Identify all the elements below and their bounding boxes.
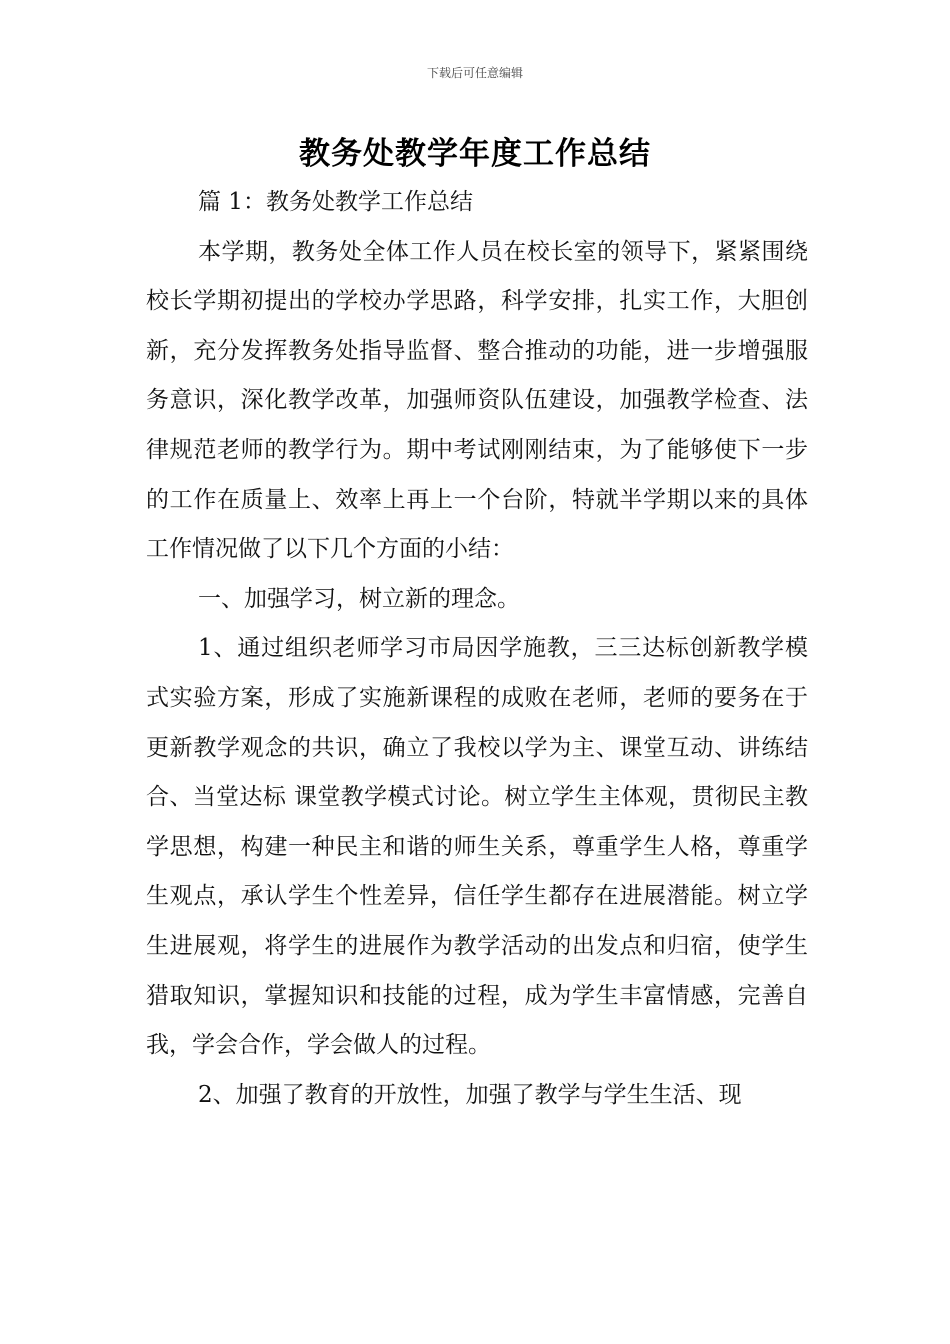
paragraph: 本学期，教务处全体工作人员在校长室的领导下，紧紧围绕校长学期初提出的学校办学思路，科学安排，扎实工作，大胆创新，充分发挥教务处指导监督、整合推动的功能，进一步增强服务意识，深化教学改革，加强师资队伍建设，加强教学检查、法律规范老师的教学行为。期中考试刚刚结束，为了能够使下一步的工作在质量上、效率上再上一个台阶，特就半学期以来的具体工作情况做了以下几个方面的小结： [146,238,808,563]
section-heading: 篇 1：教务处教学工作总结 [198,189,473,215]
paragraph: 1、通过组织老师学习市局因学施教，三三达标创新教学模式实验方案，形成了实施新课程的成败在老师，老师的要务在于更新教学观念的共识，确立了我校以学为主、课堂互动、讲练结合、当堂达标 课堂教学模式讨论。树立学生主体观，贯彻民主教学思想，构建一种民主和谐的师生关系，尊重学生人格，尊重学生观点，承认学生个性差异，信任学生都存在进展潜能。树立学生进展观，将学生的进展作为教学活动的出发点和归宿，使学生猎取知识，掌握知识和技能的过程，成为学生丰富情感，完善自我，学会合作，学会做人的过程。 [146,635,808,1059]
document-body [146,178,808,1120]
document-title: 教务处教学年度工作总结 [299,136,651,172]
subheading: 一、加强学习，树立新的理念。 [198,585,520,612]
header-note: 下载后可任意编辑 [426,66,523,80]
paragraph: 2、加强了教育的开放性，加强了教学与学生生活、现 [198,1081,742,1108]
